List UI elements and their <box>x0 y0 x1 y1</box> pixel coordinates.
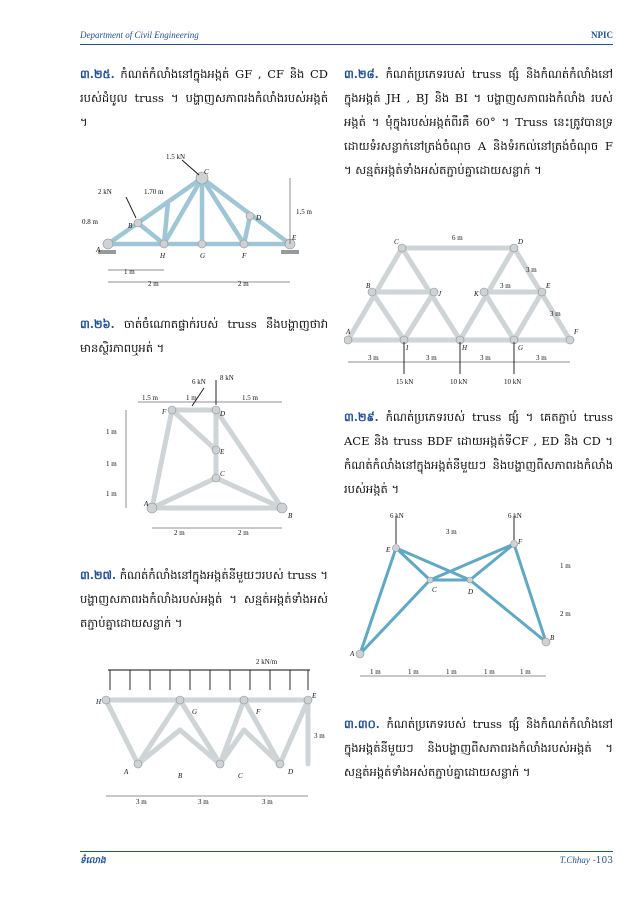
dim-1m-vertical: 1 m <box>560 562 571 570</box>
dim-1-5m-left: 1.5 m <box>142 394 158 402</box>
problem-number: ៣.២៥. <box>80 67 115 81</box>
node-label-e: E <box>312 692 317 700</box>
dim-0-8m: 0.8 m <box>82 218 98 226</box>
dim-1-70m: 1.70 m <box>144 188 164 196</box>
node-label-h: H <box>462 344 468 352</box>
truss-members <box>360 544 546 654</box>
load-6kn-right: 6 kN <box>508 512 522 520</box>
node-label-d: D <box>518 238 524 246</box>
load-2kn: 2 kN <box>98 188 112 196</box>
page-number: -103 <box>592 856 613 866</box>
header-divider <box>80 44 613 45</box>
node-label-c: C <box>204 168 209 176</box>
node-label-f: F <box>242 252 247 260</box>
problem-text: កំណត់ប្រភេទរបស់ truss ផ្សំ និងកំណត់កំលាំងនៅក្នុងអង្កត់នីមួយៗ និងបង្ហាញពីសភាពរងកំលាំងរបស់អង្កត់ ។ សន្មត់អង្កត់ទាំងអស់តភ្ជាប់គ្នាដោយសន្លាក់ ។ <box>344 717 614 779</box>
node-label-d: D <box>288 768 294 776</box>
load-6kn-left: 6 kN <box>390 512 404 520</box>
dim-3m-right-upper: 3 m <box>526 266 537 274</box>
footer-divider <box>80 851 613 852</box>
dim-1m-a: 1 m <box>370 668 381 676</box>
problem-text: កំណត់ប្រភេទរបស់ truss ផ្សំ និងកំណត់កំលាំងនៅក្នុងអង្កត់ JH , BJ និង BI ។ បង្ហាញសភាពរងកំលាំង របស់អង្កត់ ។ មុំក្នុងរបស់អង្កត់ពីរគឺ 60° ។ Truss នេះត្រូវបានទ្រដោយទំរសន្លាក់នៅត្រង់ចំណុច A និងទំរកល់នៅត្រង់ចំណុច F ។ សន្មត់អង្កត់ទាំងអស់តភ្ជាប់គ្នាដោយសន្លាក់ ។ <box>344 67 614 177</box>
dim-3m-c: 3 m <box>480 354 491 362</box>
node-label-g: G <box>518 344 524 352</box>
node-label-k: K <box>474 290 479 298</box>
node-label-h: H <box>160 252 166 260</box>
dim-3m-right-lower: 3 m <box>550 310 561 318</box>
node-label-f: F <box>518 538 523 546</box>
node-label-a: A <box>144 500 149 508</box>
figure-3-25 <box>78 148 328 288</box>
dim-1m-e: 1 m <box>520 668 531 676</box>
page-header <box>80 30 613 44</box>
node-label-j: J <box>438 290 442 298</box>
problem-3-30 <box>344 712 613 784</box>
problem-3-27 <box>80 563 328 635</box>
node-label-e: E <box>292 234 297 242</box>
node-label-e: E <box>386 546 391 554</box>
chapter-name: ទំលោង <box>80 856 106 866</box>
dim-3m-a: 3 m <box>368 354 379 362</box>
problem-number: ៣.២៩. <box>344 410 379 424</box>
dim-3m-b: 3 m <box>426 354 437 362</box>
problem-3-29 <box>344 405 613 501</box>
problem-number: ៣.២៧. <box>80 568 116 582</box>
node-label-d: D <box>220 410 226 418</box>
node-label-b: B <box>288 512 293 520</box>
load-15kn: 15 kN <box>396 378 414 386</box>
dim-3m-c: 3 m <box>262 798 273 806</box>
institute-name: NPIC <box>591 30 613 40</box>
load-6kn: 6 kN <box>192 378 206 386</box>
node-label-b: B <box>178 772 183 780</box>
dim-3m: 3 m <box>446 528 457 536</box>
distributed-load-label: 2 kN/m <box>256 658 278 666</box>
load-8kn: 8 kN <box>220 374 234 382</box>
node-label-b: B <box>366 282 371 290</box>
node-label-f: F <box>574 328 579 336</box>
node-label-c: C <box>238 772 243 780</box>
dim-1m-a: 1 m <box>106 428 117 436</box>
node-label-f: F <box>256 708 261 716</box>
node-label-c: C <box>432 586 437 594</box>
dim-3m-mid: 3 m <box>500 282 511 290</box>
dim-3m-a: 3 m <box>136 798 147 806</box>
dim-2m-left: 2 m <box>174 529 185 537</box>
problem-text: ចាត់ចំណោតផ្ទាក់របស់ truss នឹងបង្ហាញថាវាមានស្ថិរភាពឬអត់ ។ <box>80 317 328 355</box>
problem-number: ៣.៣០. <box>344 717 380 731</box>
figure-3-27 <box>80 650 330 810</box>
dim-1-5m-right: 1.5 m <box>242 394 258 402</box>
dim-2m-right: 2 m <box>238 529 249 537</box>
truss-members <box>348 248 570 340</box>
truss-members <box>108 178 290 244</box>
problem-text: កំណត់ប្រភេទរបស់ truss ផ្សំ ។ គេតភ្ជាប់ truss ACE និង truss BDF ដោយអង្កត់ទីCF , ED និង CD ។ កំណត់កំលាំងនៅក្នុងអង្កត់នីមួយៗ និងបង្ហាញពីសភាពរងកំលាំងរបស់អង្កត់ ។ <box>344 410 613 496</box>
dim-2m-left: 2 m <box>148 280 159 288</box>
node-label-c: C <box>220 470 225 478</box>
dim-1m-c: 1 m <box>446 668 457 676</box>
truss-members <box>152 410 282 508</box>
page-footer <box>80 855 613 869</box>
problem-text: កំណត់កំលាំងនៅក្នុងអង្កត់ GF , CF និង CD របស់ដំបូល truss ។ បង្ហាញសភាពរងកំលាំងរបស់អង្កត់ ។ <box>80 67 329 129</box>
node-label-f: F <box>162 408 167 416</box>
figure-3-29 <box>346 508 586 688</box>
node-label-h: H <box>96 698 102 706</box>
dim-2m-right: 2 m <box>238 280 249 288</box>
problem-3-25 <box>80 62 328 134</box>
node-label-b: B <box>550 634 555 642</box>
dim-3m-b: 3 m <box>198 798 209 806</box>
node-label-g: G <box>200 252 206 260</box>
distributed-load-arrows <box>110 670 308 690</box>
node-label-e: E <box>220 448 225 456</box>
dim-1m: 1 m <box>124 268 135 276</box>
node-label-b: B <box>128 222 133 230</box>
node-label-i: I <box>406 344 409 352</box>
problem-number: ៣.២៦. <box>80 317 115 331</box>
dim-1m-b: 1 m <box>408 668 419 676</box>
dim-1m-d: 1 m <box>484 668 495 676</box>
node-label-a: A <box>346 328 351 336</box>
dim-1m-top: 1 m <box>186 394 197 402</box>
dim-2m-vertical: 2 m <box>560 610 571 618</box>
dim-1m-b: 1 m <box>106 460 117 468</box>
load-10kn-h: 10 kN <box>450 378 468 386</box>
node-label-a: A <box>96 246 101 254</box>
problem-3-28 <box>344 62 613 182</box>
node-label-a: A <box>124 768 129 776</box>
node-label-d: D <box>468 588 474 596</box>
author-name: T.Chhay <box>559 855 590 865</box>
department-name: Department of Civil Engineering <box>80 30 199 40</box>
figure-3-28 <box>344 230 584 390</box>
dim-1-5m: 1.5 m <box>296 208 312 216</box>
node-label-e: E <box>546 282 551 290</box>
truss-members <box>106 700 308 764</box>
dim-6m: 6 m <box>452 234 463 242</box>
node-label-a: A <box>350 650 355 658</box>
dim-3m-d: 3 m <box>536 354 547 362</box>
load-10kn-g: 10 kN <box>504 378 522 386</box>
node-label-c: C <box>394 238 399 246</box>
node-label-d: D <box>256 214 262 222</box>
load-1-5kn: 1.5 kN <box>166 153 186 161</box>
dim-3m-vertical: 3 m <box>314 732 325 740</box>
node-label-g: G <box>192 708 198 716</box>
figure-3-26 <box>92 370 322 540</box>
dim-1m-c: 1 m <box>106 490 117 498</box>
problem-3-26 <box>80 312 328 360</box>
page-info <box>560 855 613 866</box>
problem-text: កំណត់កំលាំងនៅក្នុងអង្កត់នីមួយៗរបស់ truss ។ បង្ហាញសភាពរងកំលាំងរបស់អង្កត់ ។ សន្មត់អង្កត់ទាំងអស់តភ្ជាប់គ្នាដោយសន្លាក់ ។ <box>80 568 329 630</box>
problem-number: ៣.២៨. <box>344 67 379 81</box>
